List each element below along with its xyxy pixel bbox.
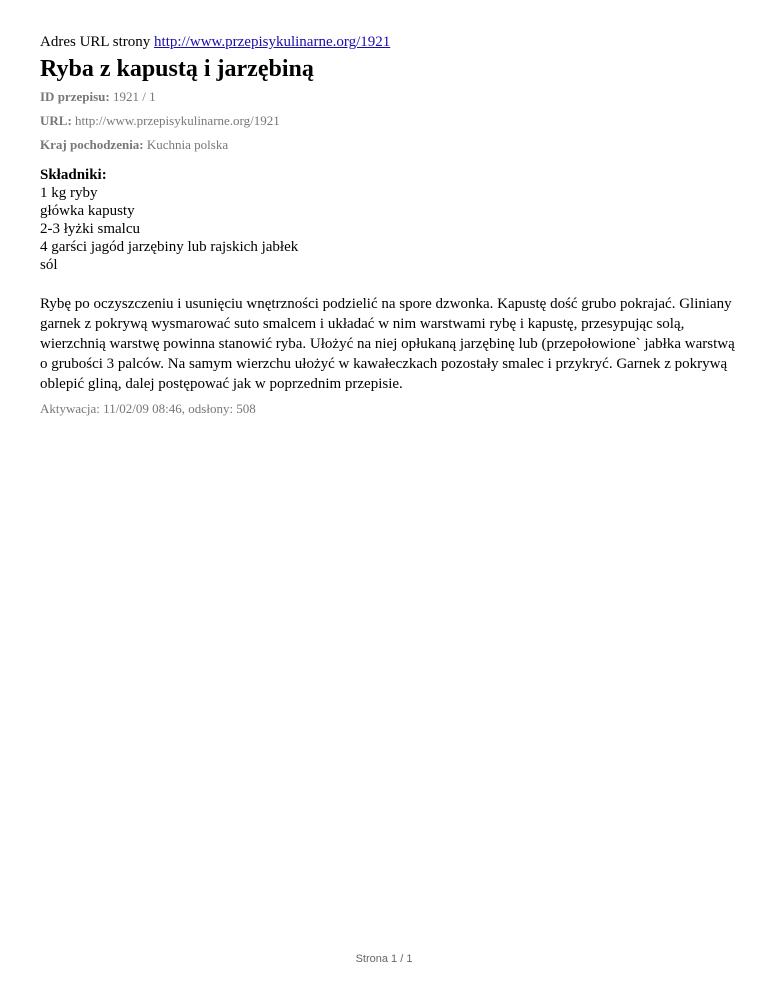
url-prefix: Adres URL strony <box>40 34 155 50</box>
ingredient-item: 2-3 łyżki smalcu <box>40 221 140 237</box>
recipe-id-value: 1921 / 1 <box>112 89 156 104</box>
page-url-line <box>40 32 740 52</box>
recipe-title: Ryba z kapustą i jarzębiną <box>40 56 314 82</box>
ingredients-section <box>40 166 740 274</box>
page-number-footer: Strona 1 / 1 <box>355 953 413 965</box>
ingredient-item: 4 garści jagód jarzębiny lub rajskich jabłek <box>40 239 299 255</box>
recipe-origin-label: Kraj pochodzenia: <box>40 137 144 152</box>
recipe-url-label: URL: <box>40 113 72 128</box>
recipe-instructions: Rybę po oczyszczeniu i usunięciu wnętrzności podzielić na spore dzwonka. Kapustę dość grubo pokrajać. Gliniany garnek z pokrywą wysmarować suto smalcem i układać w nim warstwami rybę i kapustę, przesypując solą, wierzchnią warstwę powinna stanowić ryba. Ułożyć na niej opłukaną jarzębinę lub (przepołowione` jabłka warstwą o grubości 3 palców. Na samym wierzchu ułożyć w kawałeczkach pozostały smalec i przykryć. Garnek z pokrywą oblepić gliną, dalej postępować jak w poprzednim przepisie. <box>40 296 735 392</box>
activation-info: Aktywacja: 11/02/09 08:46, odsłony: 508 <box>40 401 256 416</box>
ingredients-list <box>40 184 740 274</box>
recipe-origin <box>40 136 740 154</box>
document-page <box>40 32 740 418</box>
recipe-origin-value: Kuchnia polska <box>146 137 229 152</box>
recipe-url-value: http://www.przepisykulinarne.org/1921 <box>75 113 280 128</box>
page-url-link[interactable]: http://www.przepisykulinarne.org/1921 <box>154 34 391 50</box>
ingredients-heading: Składniki: <box>40 167 107 183</box>
recipe-id <box>40 88 740 106</box>
ingredient-item: sól <box>40 257 58 273</box>
recipe-id-label: ID przepisu: <box>40 89 110 104</box>
recipe-url <box>40 112 740 130</box>
ingredient-item: główka kapusty <box>40 203 135 219</box>
ingredient-item: 1 kg ryby <box>40 185 98 201</box>
